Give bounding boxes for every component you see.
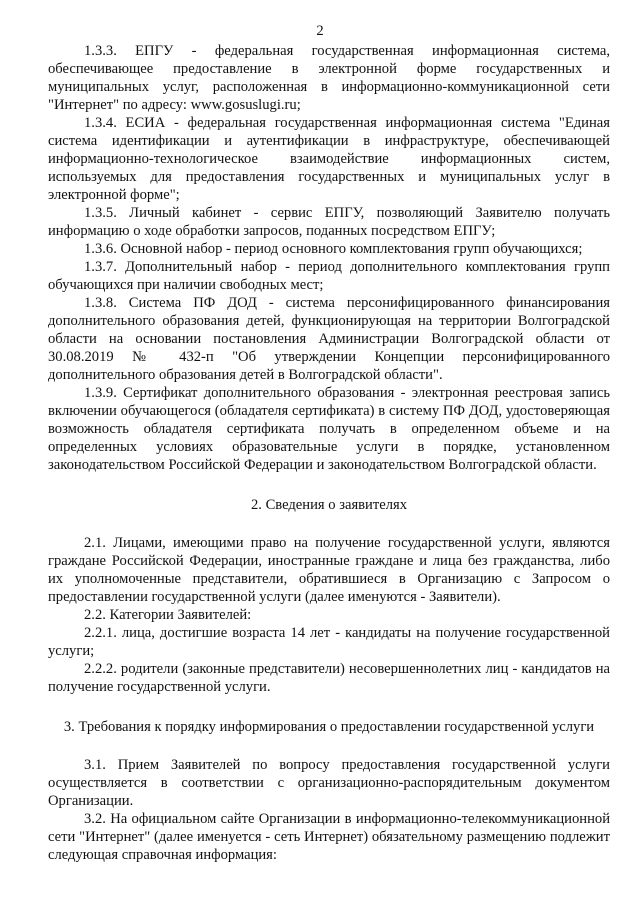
paragraph-1-3-4: 1.3.4. ЕСИА - федеральная государственная информационная система "Единая система идентификации и аутентификации в инфраструктуре, обеспечивающей информационно-технологическое взаимодействие информационных систем, используемых для предоставления государственных и муниципальных услуг в электронной форме";	[48, 115, 610, 203]
paragraph-1-3-5: 1.3.5. Личный кабинет - сервис ЕПГУ, позволяющий Заявителю получать информацию о ходе обработки запросов, поданных посредством ЕПГУ;	[48, 205, 610, 239]
section-3-heading: 3. Требования к порядку информирования о предоставлении государственной услуги	[63, 719, 595, 735]
page-number: 2	[316, 23, 324, 39]
section-2-heading: 2. Сведения о заявителях	[250, 497, 408, 513]
paragraph-3-1: 3.1. Прием Заявителей по вопросу предоставления государственной услуги осуществляется в соответствии с организационно-распорядительным документом Организации.	[48, 757, 610, 809]
paragraph-2-2: 2.2. Категории Заявителей:	[84, 607, 252, 623]
paragraph-1-3-9: 1.3.9. Сертификат дополнительного образования - электронная реестровая запись включении обучающегося (обладателя сертификата) в систему ПФ ДОД, удостоверяющая возможность обладателя сертификата получать в определенном объеме и на определенных условиях образовательные услуги в порядке, установленном законодательством Российской Федерации и законодательством Волгоградской области.	[48, 385, 610, 473]
paragraph-3-2: 3.2. На официальном сайте Организации в информационно-телекоммуникационной сети "Интернет" (далее именуется - сеть Интернет) обязательному размещению подлежит следующая справочная информация:	[48, 811, 610, 863]
paragraph-1-3-3: 1.3.3. ЕПГУ - федеральная государственная информационная система, обеспечивающее предоставление в электронной форме государственных и муниципальных услуг, расположенная в информационно-коммуникационной сети "Интернет" по адресу: www.gosuslugi.ru;	[48, 43, 610, 113]
paragraph-1-3-8: 1.3.8. Система ПФ ДОД - система персонифицированного финансирования дополнительного образования детей, функционирующая на территории Волгоградской области на основании постановления Администрации Волгоградской области от 30.08.2019 № 432-п "Об утверждении Концепции персонифицированного дополнительного образования детей в Волгоградской области".	[48, 295, 610, 383]
paragraph-2-1: 2.1. Лицами, имеющими право на получение государственной услуги, являются граждане Российской Федерации, иностранные граждане и лица без гражданства, либо их уполномоченные представители, обратившиеся в Организацию с Запросом о предоставлении государственной услуги (далее именуются - Заявители).	[48, 535, 610, 605]
paragraph-1-3-7: 1.3.7. Дополнительный набор - период дополнительного комплектования групп обучающихся при наличии свободных мест;	[48, 259, 610, 293]
paragraph-2-2-2: 2.2.2. родители (законные представители) несовершеннолетних лиц - кандидатов на получение государственной услуги.	[48, 661, 610, 695]
paragraph-2-2-1: 2.2.1. лица, достигшие возраста 14 лет - кандидаты на получение государственной услуги;	[48, 625, 610, 659]
page-content	[48, 42, 610, 864]
paragraph-1-3-6: 1.3.6. Основной набор - период основного комплектования групп обучающихся;	[84, 241, 583, 257]
